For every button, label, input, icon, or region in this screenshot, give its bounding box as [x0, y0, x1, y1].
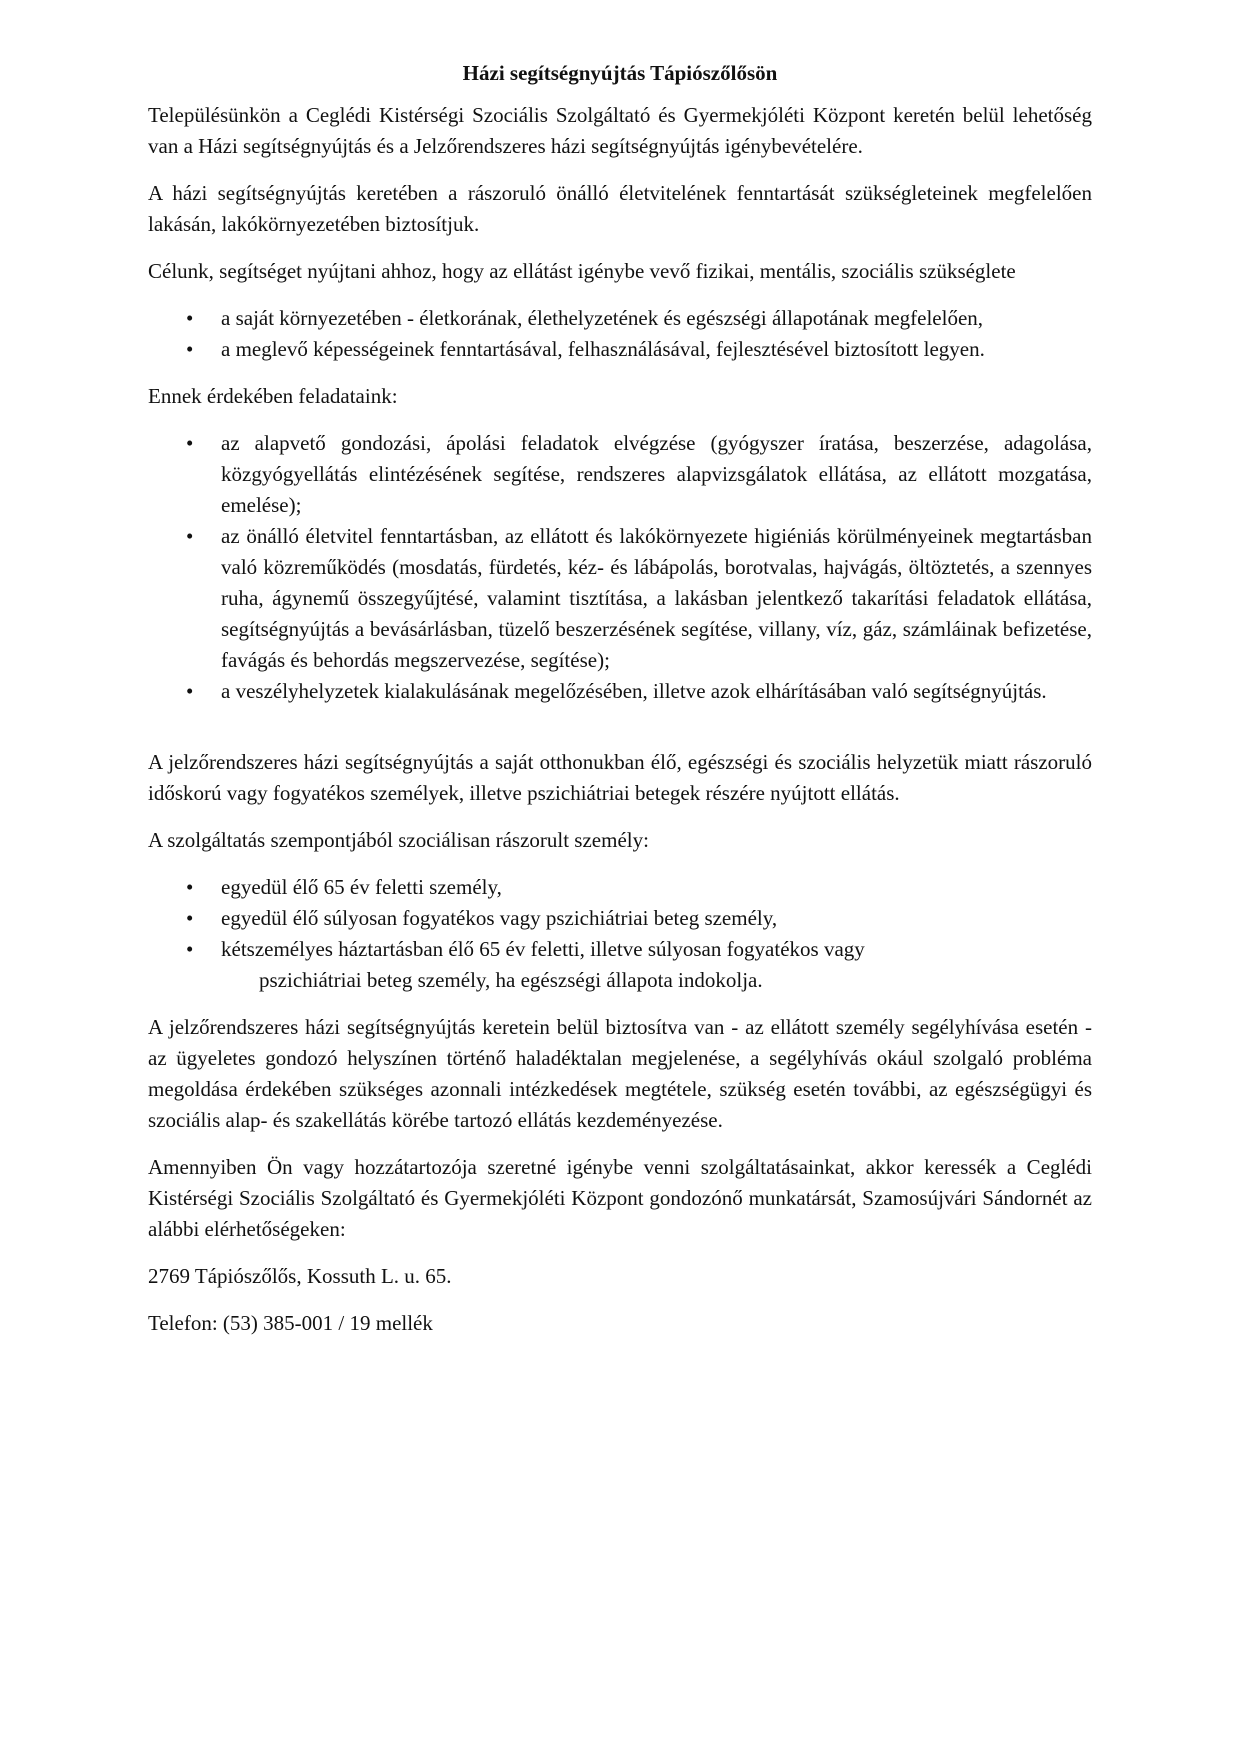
intro-paragraph: Településünkön a Ceglédi Kistérségi Szociális Szolgáltató és Gyermekjóléti Központ keretén belül lehetőség van a Házi segítségnyújtás és a Jelzőrendszeres házi segítségnyújtás igénybevételére. [148, 103, 1092, 158]
bullet-icon: • [186, 431, 194, 455]
tasks-list [148, 428, 1092, 707]
paragraph-alarm-system: A jelzőrendszeres házi segítségnyújtás a saját otthonukban élő, egészségi és szociális helyzetük miatt rászoruló időskorú vagy fogyatékos személyek, illetve pszichiátriai betegek részére nyújtott ellátás. [148, 750, 1092, 805]
paragraph-tasks-heading: Ennek érdekében feladataink: [148, 384, 398, 408]
list-item: • az önálló életvitel fenntartásban, az ellátott és lakókörnyezete higiéniás körülményeinek megtartásban való közreműködés (mosdatás, fürdetés, kéz- és lábápolás, borotvalas, hajvágás, öltöztetés, a szennyes ruha, ágynemű összegyűjtésé, valamint tisztítása, a lakásban jelentkező takarítási feladatok ellátása, segítségnyújtás a bevásárlásban, tüzelő beszerzésének segítése, villany, víz, gáz, számláinak befizetése, favágás és behordás megszervezése, segítése); [148, 521, 1092, 676]
bullet-icon: • [186, 524, 194, 548]
paragraph-goal: Célunk, segítséget nyújtani ahhoz, hogy az ellátást igénybe vevő fizikai, mentális, szociális szükséglete [148, 259, 1016, 283]
list-item: • a veszélyhelyzetek kialakulásának megelőzésében, illetve azok elhárításában való segítségnyújtás. [148, 676, 1092, 707]
list-item: • egyedül élő súlyosan fogyatékos vagy pszichiátriai beteg személy, [148, 903, 1092, 934]
bullet-icon: • [186, 906, 194, 930]
goal-list [148, 303, 1092, 365]
address-line: 2769 Tápiószőlős, Kossuth L. u. 65. [148, 1264, 452, 1288]
bullet-icon: • [186, 306, 194, 330]
bullet-icon: • [186, 875, 194, 899]
document-title: Házi segítségnyújtás Tápiószőlősön [462, 61, 778, 85]
list-item: • a saját környezetében - életkorának, élethelyzetének és egészségi állapotának megfelelően, [148, 303, 1092, 334]
bullet-icon: • [186, 679, 194, 703]
paragraph-home-help: A házi segítségnyújtás keretében a rászoruló önálló életvitelének fenntartását szükségleteinek megfelelően lakásán, lakókörnyezetében biztosítjuk. [148, 181, 1092, 236]
list-item: • a meglevő képességeinek fenntartásával, felhasználásával, fejlesztésével biztosított legyen. [148, 334, 1092, 365]
phone-line: Telefon: (53) 385-001 / 19 mellék [148, 1311, 433, 1335]
paragraph-eligible-heading: A szolgáltatás szempontjából szociálisan rászorult személy: [148, 828, 649, 852]
paragraph-contact: Amennyiben Ön vagy hozzátartozója szeretné igénybe venni szolgáltatásainkat, akkor keressék a Ceglédi Kistérségi Szociális Szolgáltató és Gyermekjóléti Központ gondozónő munkatársát, Szamosújvári Sándornét az alábbi elérhetőségeken: [148, 1155, 1092, 1241]
list-item: • kétszemélyes háztartásban élő 65 év feletti, illetve súlyosan fogyatékos vagy pszichiátriai beteg személy, ha egészségi állapota indokolja. [148, 934, 1092, 996]
eligible-list [148, 872, 1092, 996]
list-item: • az alapvető gondozási, ápolási feladatok elvégzése (gyógyszer íratása, beszerzése, adagolása, közgyógyellátás elintézésének segítése, rendszeres alapvizsgálatok ellátása, az ellátott mozgatása, emelése); [148, 428, 1092, 521]
bullet-icon: • [186, 937, 194, 961]
paragraph-alarm-details: A jelzőrendszeres házi segítségnyújtás keretein belül biztosítva van - az ellátott személy segélyhívása esetén - az ügyeletes gondozó helyszínen történő haladéktalan megjelenése, a segélyhívás okául szolgaló probléma megoldása érdekében szükséges azonnali intézkedések megtétele, szükség esetén további, az egészségügyi és szociális alap- és szakellátás körébe tartozó ellátás kezdeményezése. [148, 1015, 1092, 1132]
bullet-icon: • [186, 337, 194, 361]
list-item: • egyedül élő 65 év feletti személy, [148, 872, 1092, 903]
